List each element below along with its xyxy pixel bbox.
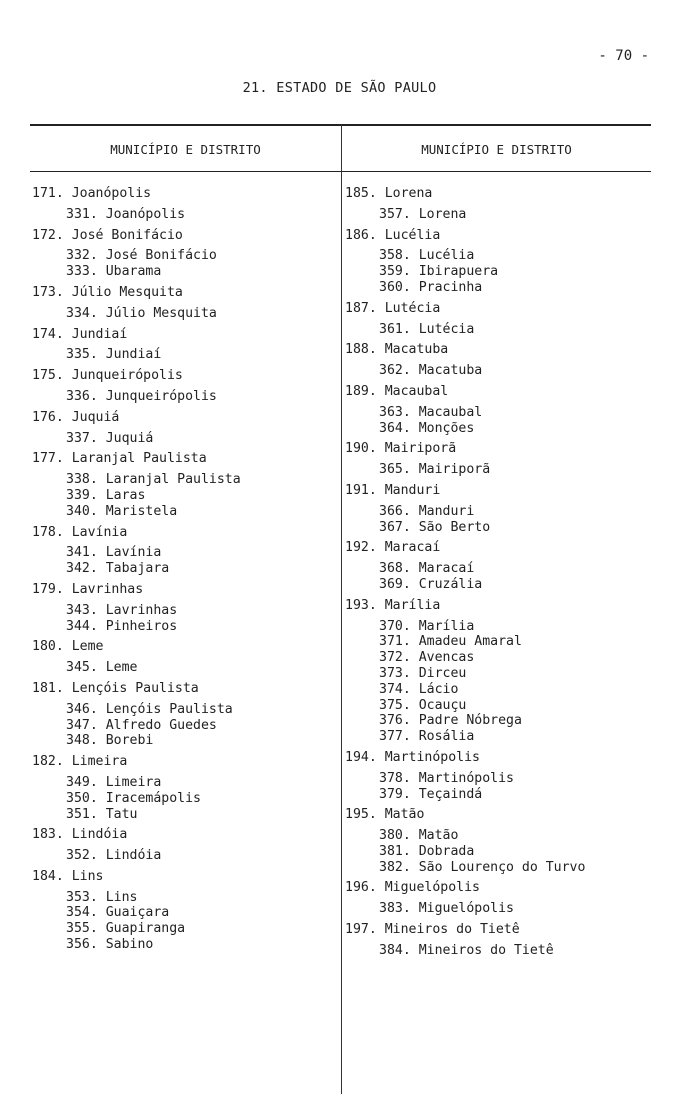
distrito-list <box>345 462 650 478</box>
distrito-list <box>345 405 650 437</box>
distrito-item: 346. Lençóis Paulista <box>66 701 233 717</box>
distrito-item: 334. Júlio Mesquita <box>66 305 217 321</box>
distrito-item: 348. Borebi <box>66 733 154 749</box>
municipio-entry <box>32 869 337 953</box>
distrito-list <box>345 248 650 295</box>
distrito-item: 358. Lucélia <box>379 248 475 264</box>
distrito-item: 384. Mineiros do Tietê <box>379 942 554 958</box>
municipio-entry <box>32 451 337 519</box>
distrito-item: 372. Avencas <box>379 650 475 666</box>
municipio-entry <box>345 301 650 338</box>
column-divider <box>341 124 342 1094</box>
distrito-list <box>32 890 337 953</box>
distrito-item: 337. Juquiá <box>66 430 154 446</box>
municipio-entry <box>32 410 337 447</box>
distrito-item: 347. Alfredo Guedes <box>66 717 217 733</box>
distrito-item: 366. Manduri <box>379 503 475 519</box>
municipio-name: 181. Lençóis Paulista <box>32 680 199 696</box>
distrito-item: 342. Tabajara <box>66 561 170 577</box>
distrito-item: 345. Leme <box>66 660 138 676</box>
distrito-item: 382. São Lourenço do Turvo <box>379 859 586 875</box>
municipio-entry <box>345 228 650 296</box>
distrito-list <box>32 207 337 223</box>
municipio-name: 187. Lutécia <box>345 300 441 316</box>
distrito-list <box>32 248 337 280</box>
distrito-item: 383. Miguelópolis <box>379 901 514 917</box>
municipio-entry <box>32 827 337 864</box>
municipio-name: 191. Manduri <box>345 482 441 498</box>
distrito-item: 365. Mairiporã <box>379 462 491 478</box>
municipio-entry <box>32 525 337 577</box>
municipio-entry <box>345 880 650 917</box>
distrito-item: 379. Teçaindá <box>379 786 483 802</box>
distrito-list <box>32 306 337 322</box>
distrito-list <box>32 431 337 447</box>
municipio-entry <box>32 754 337 822</box>
distrito-list <box>32 702 337 749</box>
distrito-item: 333. Ubarama <box>66 264 162 280</box>
municipio-name: 182. Limeira <box>32 754 128 770</box>
distrito-list <box>345 322 650 338</box>
distrito-item: 373. Dirceu <box>379 665 467 681</box>
municipio-entry <box>345 384 650 436</box>
distrito-item: 331. Joanópolis <box>66 206 186 222</box>
right-column <box>345 186 650 964</box>
distrito-item: 368. Maracaí <box>379 561 475 577</box>
municipio-name: 197. Mineiros do Tietê <box>345 922 520 938</box>
distrito-item: 361. Lutécia <box>379 321 475 337</box>
distrito-item: 375. Ocauçu <box>379 697 467 713</box>
municipio-entry <box>32 681 337 749</box>
municipio-entry <box>345 807 650 875</box>
distrito-item: 339. Laras <box>66 487 146 503</box>
municipio-name: 178. Lavínia <box>32 524 128 540</box>
municipio-name: 192. Maracaí <box>345 540 441 556</box>
distrito-item: 369. Cruzália <box>379 576 483 592</box>
distrito-item: 357. Lorena <box>379 206 467 222</box>
distrito-item: 370. Marília <box>379 618 475 634</box>
municipio-name: 184. Lins <box>32 868 104 884</box>
distrito-item: 336. Junqueirópolis <box>66 388 217 404</box>
distrito-item: 359. Ibirapuera <box>379 264 499 280</box>
column-header-left: MUNICÍPIO E DISTRITO <box>110 142 261 157</box>
municipio-name: 171. Joanópolis <box>32 186 152 201</box>
distrito-item: 362. Macatuba <box>379 363 483 379</box>
municipio-entry <box>32 639 337 676</box>
municipio-entry <box>32 327 337 364</box>
distrito-list <box>32 775 337 822</box>
municipio-entry <box>32 582 337 634</box>
distrito-list <box>345 504 650 536</box>
distrito-item: 351. Tatu <box>66 806 138 822</box>
distrito-list <box>345 207 650 223</box>
distrito-list <box>345 943 650 959</box>
municipio-name: 175. Junqueirópolis <box>32 368 183 384</box>
distrito-item: 364. Monções <box>379 420 475 436</box>
distrito-list <box>32 545 337 577</box>
municipio-name: 196. Miguelópolis <box>345 880 480 896</box>
municipio-entry <box>345 342 650 379</box>
distrito-list <box>345 363 650 379</box>
distrito-list <box>345 828 650 875</box>
distrito-item: 378. Martinópolis <box>379 770 514 786</box>
municipio-name: 177. Laranjal Paulista <box>32 451 207 467</box>
distrito-item: 380. Matão <box>379 828 459 844</box>
distrito-list <box>32 347 337 363</box>
distrito-item: 374. Lácio <box>379 681 459 697</box>
distrito-item: 381. Dobrada <box>379 843 475 859</box>
municipio-name: 176. Juquiá <box>32 409 120 425</box>
distrito-item: 363. Macaubal <box>379 404 483 420</box>
municipio-entry <box>345 441 650 478</box>
distrito-item: 376. Padre Nóbrega <box>379 713 522 729</box>
distrito-item: 352. Lindóia <box>66 848 162 864</box>
page-number: - 70 - <box>598 48 649 64</box>
distrito-item: 354. Guaiçara <box>66 905 170 921</box>
distrito-item: 353. Lins <box>66 889 138 905</box>
distrito-item: 360. Pracinha <box>379 279 483 295</box>
distrito-list <box>345 561 650 593</box>
municipio-entry <box>345 598 650 745</box>
distrito-item: 343. Lavrinhas <box>66 602 178 618</box>
municipio-name: 185. Lorena <box>345 186 433 201</box>
municipio-name: 180. Leme <box>32 639 104 655</box>
municipio-name: 174. Jundiaí <box>32 326 128 342</box>
municipio-entry <box>345 186 650 223</box>
distrito-item: 332. José Bonifácio <box>66 248 217 264</box>
municipio-name: 190. Mairiporã <box>345 441 457 457</box>
municipio-entry <box>32 285 337 322</box>
distrito-item: 338. Laranjal Paulista <box>66 472 241 488</box>
municipio-name: 179. Lavrinhas <box>32 581 144 597</box>
municipio-name: 173. Júlio Mesquita <box>32 284 183 300</box>
distrito-item: 335. Jundiaí <box>66 347 162 363</box>
distrito-list <box>32 389 337 405</box>
municipio-name: 195. Matão <box>345 807 425 823</box>
distrito-list <box>345 901 650 917</box>
municipio-name: 172. José Bonifácio <box>32 227 183 243</box>
municipio-entry <box>32 228 337 280</box>
distrito-list <box>345 771 650 803</box>
distrito-item: 341. Lavínia <box>66 545 162 561</box>
municipio-name: 189. Macaubal <box>345 383 449 399</box>
municipio-entry <box>345 922 650 959</box>
distrito-item: 344. Pinheiros <box>66 618 178 634</box>
distrito-list <box>32 603 337 635</box>
distrito-item: 371. Amadeu Amaral <box>379 634 522 650</box>
distrito-list <box>345 619 650 745</box>
municipio-entry <box>345 750 650 802</box>
distrito-item: 367. São Berto <box>379 519 491 535</box>
distrito-list <box>32 472 337 519</box>
municipio-name: 193. Marília <box>345 597 441 613</box>
municipio-entry <box>345 483 650 535</box>
left-column <box>32 186 337 958</box>
distrito-item: 340. Maristela <box>66 503 178 519</box>
municipio-name: 183. Lindóia <box>32 827 128 843</box>
distrito-list <box>32 848 337 864</box>
distrito-item: 356. Sabino <box>66 937 154 953</box>
distrito-item: 350. Iracemápolis <box>66 790 201 806</box>
distrito-item: 349. Limeira <box>66 774 162 790</box>
distrito-list <box>32 660 337 676</box>
page-title: 21. ESTADO DE SÃO PAULO <box>242 80 437 96</box>
municipio-entry <box>32 186 337 223</box>
municipio-name: 194. Martinópolis <box>345 749 480 765</box>
distrito-item: 377. Rosália <box>379 729 475 745</box>
municipio-entry <box>345 540 650 592</box>
column-header-right: MUNICÍPIO E DISTRITO <box>421 142 572 157</box>
distrito-item: 355. Guapiranga <box>66 921 186 937</box>
municipio-name: 188. Macatuba <box>345 342 449 358</box>
municipio-name: 186. Lucélia <box>345 227 441 243</box>
municipio-entry <box>32 368 337 405</box>
